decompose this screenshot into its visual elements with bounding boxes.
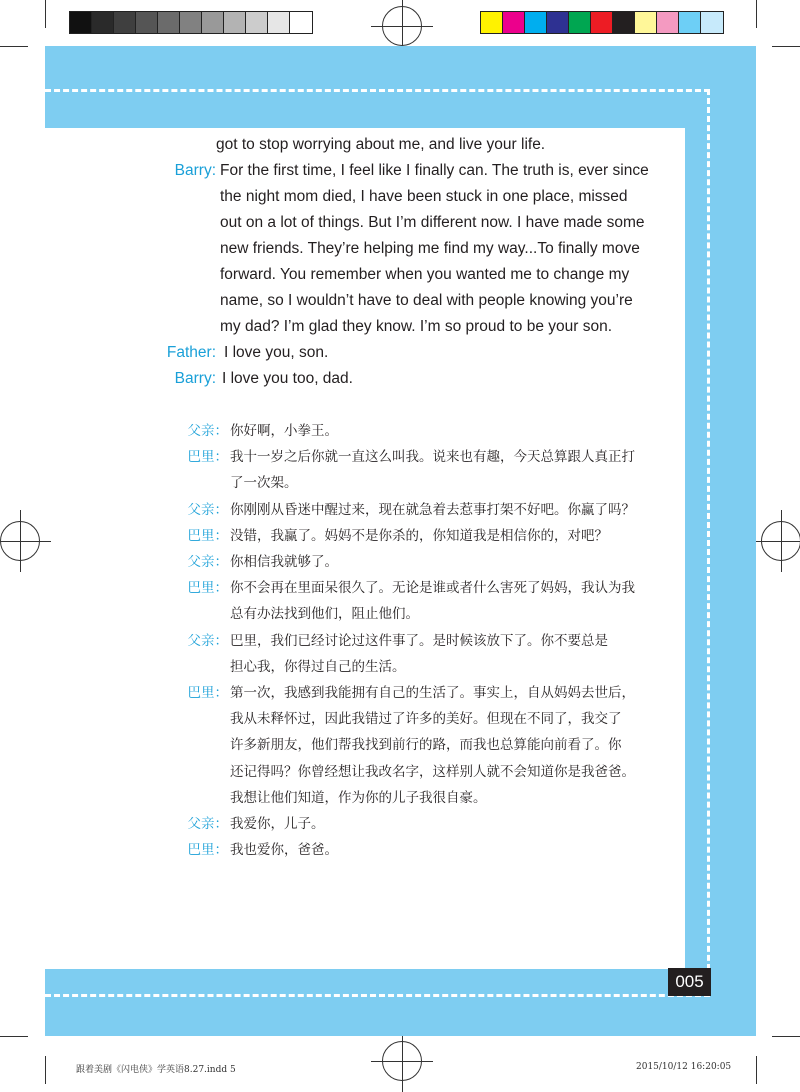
zh-speaker: 巴里： xyxy=(187,527,228,544)
zh-speaker: 父亲： xyxy=(187,816,228,832)
color-swatch xyxy=(481,12,503,33)
color-swatch xyxy=(635,12,657,33)
zh-dialogue-line: 我十一岁之后你就一直这么叫我。说来也有趣，今天总算跟人真正打 xyxy=(230,449,635,466)
frame-bottom-band xyxy=(45,969,756,1036)
zh-speaker: 父亲： xyxy=(187,501,228,518)
dashed-border-right xyxy=(707,89,710,997)
grayscale-bar xyxy=(69,11,313,34)
crop-mark xyxy=(772,1036,800,1037)
color-swatch xyxy=(180,12,202,33)
dialogue-line: name, so I wouldn’t have to deal with people knowing you’re xyxy=(220,292,633,309)
crop-mark xyxy=(45,1056,46,1084)
dialogue-line: forward. You remember when you wanted me to change my xyxy=(220,266,630,283)
color-swatch xyxy=(70,12,92,33)
dialogue-line: the night mom died, I have been stuck in one place, missed xyxy=(220,188,628,205)
color-swatch xyxy=(202,12,224,33)
zh-dialogue-line: 你不会再在里面呆很久了。无论是谁或者什么害死了妈妈，我认为我 xyxy=(230,580,635,597)
slug-file-info: 跟着美剧《闪电侠》学英语8.27.indd 5 xyxy=(76,1065,236,1075)
color-swatch xyxy=(136,12,158,33)
registration-mark-left xyxy=(0,521,40,561)
speaker-father: Father: xyxy=(166,344,216,361)
crop-mark xyxy=(756,1056,757,1084)
color-swatch xyxy=(525,12,547,33)
zh-dialogue-line: 没错，我赢了。妈妈不是你杀的，你知道我是相信你的，对吧？ xyxy=(230,527,608,544)
zh-speaker: 巴里： xyxy=(187,842,228,859)
zh-speaker: 巴里： xyxy=(187,580,228,597)
zh-dialogue-line: 我爱你，儿子。 xyxy=(230,816,325,832)
registration-mark-bottom xyxy=(382,1041,422,1081)
cmyk-color-bar xyxy=(480,11,724,34)
zh-dialogue-line: 你好啊，小拳王。 xyxy=(230,423,338,439)
zh-dialogue-line: 巴里，我们已经讨论过这件事了。是时候该放下了。你不要总是 xyxy=(230,632,608,649)
crop-mark xyxy=(756,0,757,28)
color-swatch xyxy=(679,12,701,33)
zh-dialogue-line: 我想让他们知道，作为你的儿子我很自豪。 xyxy=(230,789,487,806)
dialogue-line: I love you too, dad. xyxy=(222,370,353,387)
zh-dialogue-line: 你相信我就够了。 xyxy=(230,554,338,570)
zh-dialogue-line: 我从未释怀过，因此我错过了许多的美好。但现在不同了，我交了 xyxy=(230,711,622,728)
zh-dialogue-line: 担心我，你得过自己的生活。 xyxy=(230,658,406,675)
crop-mark xyxy=(45,0,46,28)
speaker-barry: Barry: xyxy=(174,370,216,387)
color-swatch xyxy=(591,12,613,33)
zh-speaker: 父亲： xyxy=(187,423,228,439)
dashed-border-bottom xyxy=(45,994,710,997)
frame-right-band xyxy=(685,46,756,986)
zh-dialogue-line: 第一次，我感到我能拥有自己的生活了。事实上，自从妈妈去世后， xyxy=(230,685,635,701)
color-swatch xyxy=(613,12,635,33)
zh-speaker: 巴里： xyxy=(187,449,228,466)
registration-mark-top xyxy=(382,6,422,46)
color-swatch xyxy=(569,12,591,33)
color-swatch xyxy=(158,12,180,33)
zh-dialogue-line: 你刚刚从昏迷中醒过来，现在就急着去惹事打架不好吧。你赢了吗？ xyxy=(230,501,635,518)
zh-speaker: 父亲： xyxy=(187,554,228,570)
color-swatch xyxy=(290,12,312,33)
zh-dialogue-line: 还记得吗？你曾经想让我改名字，这样别人就不会知道你是我爸爸。 xyxy=(230,763,635,780)
color-swatch xyxy=(268,12,290,33)
dialogue-line: I love you, son. xyxy=(224,344,329,361)
dialogue-line: For the first time, I feel like I finally can. The truth is, ever since xyxy=(220,162,649,179)
dialogue-line: my dad? I’m glad they know. I’m so proud to be your son. xyxy=(220,318,613,335)
crop-mark xyxy=(0,46,28,47)
zh-speaker: 父亲： xyxy=(187,632,228,649)
dialogue-line: new friends. They’re helping me find my way...To finally move xyxy=(220,240,640,257)
zh-dialogue-line: 许多新朋友，他们帮我找到前行的路，而我也总算能向前看了。你 xyxy=(230,737,622,754)
crop-mark xyxy=(772,46,800,47)
color-swatch xyxy=(92,12,114,33)
frame-top-band xyxy=(45,46,756,128)
dialogue-line: out on a lot of things. But I’m different now. I have made some xyxy=(220,214,645,231)
speaker-barry: Barry: xyxy=(174,162,216,179)
zh-speaker: 巴里： xyxy=(187,685,228,701)
page-number: 005 xyxy=(668,968,711,996)
slug-timestamp: 2015/10/12 16:20:05 xyxy=(636,1062,732,1072)
dashed-border-top xyxy=(45,89,710,92)
color-swatch xyxy=(701,12,723,33)
color-swatch xyxy=(114,12,136,33)
zh-dialogue-line: 了一次架。 xyxy=(230,475,298,492)
crop-mark xyxy=(0,1036,28,1037)
color-swatch xyxy=(503,12,525,33)
color-swatch xyxy=(657,12,679,33)
color-swatch xyxy=(547,12,569,33)
continuation-line: got to stop worrying about me, and live your life. xyxy=(216,136,546,153)
zh-dialogue-line: 总有办法找到他们，阻止他们。 xyxy=(230,606,419,623)
color-swatch xyxy=(224,12,246,33)
registration-mark-right xyxy=(761,521,800,561)
zh-dialogue-line: 我也爱你，爸爸。 xyxy=(230,842,338,859)
color-swatch xyxy=(246,12,268,33)
